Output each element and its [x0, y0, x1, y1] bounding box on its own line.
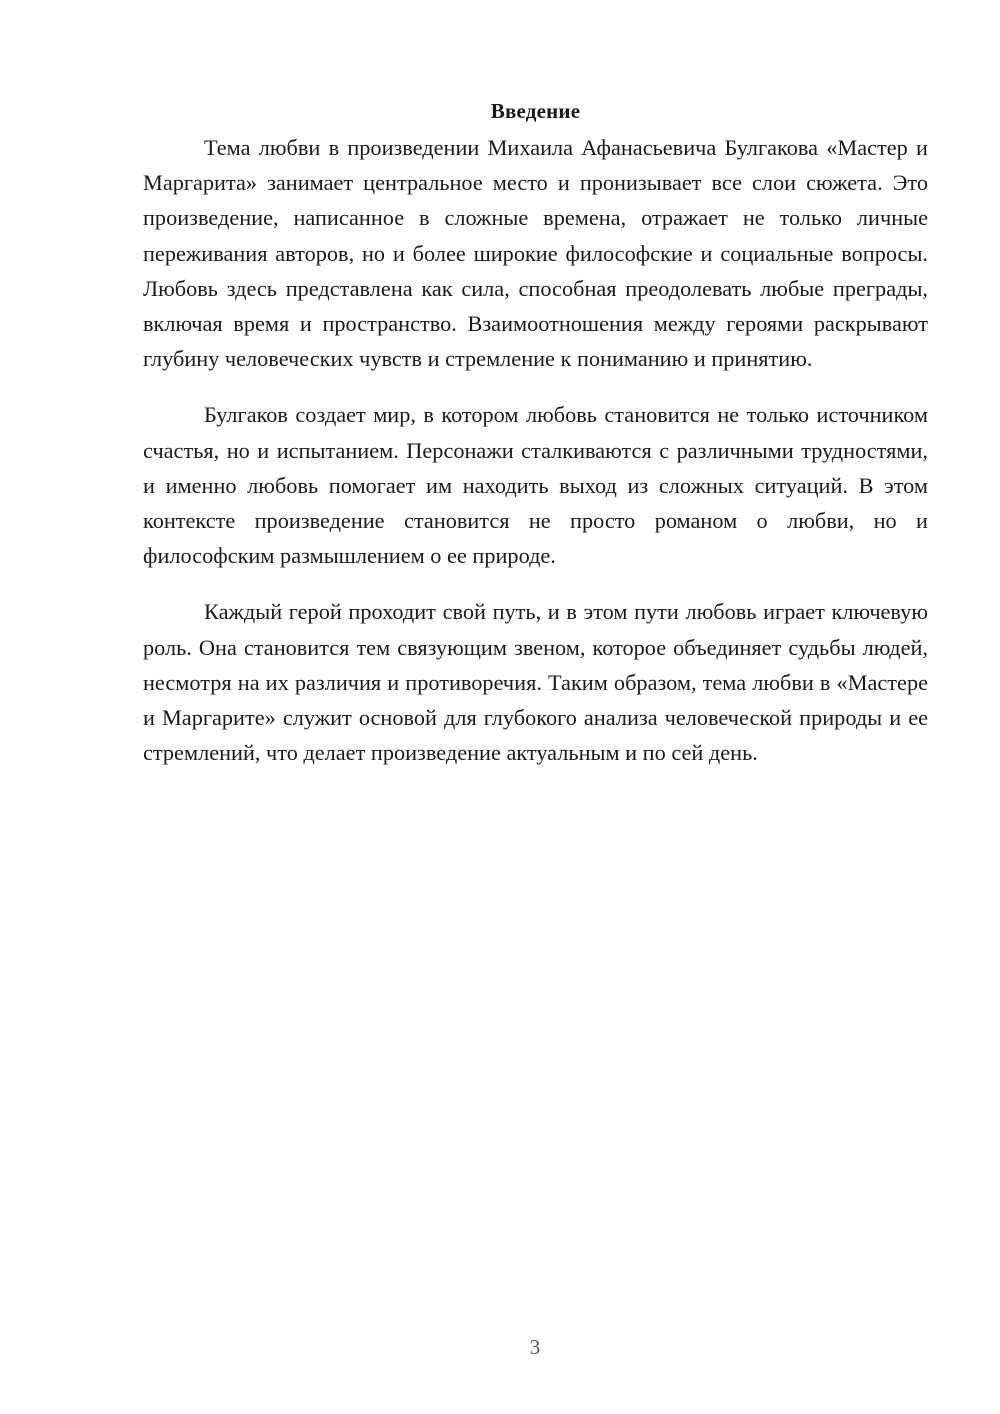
- page-number: 3: [529, 1335, 541, 1359]
- paragraph-1: Тема любви в произведении Михаила Афанасьевича Булгакова «Мастер и Маргарита» занимает центральное место и пронизывает все слои сюжета. Это произведение, написанное в сложные времена, отражает не только личные переживания авторов, но и более широкие философские и социальные вопросы. Любовь здесь представлена как сила, способная преодолевать любые преграды, включая время и пространство. Взаимоотношения между героями раскрывают глубину человеческих чувств и стремление к пониманию и принятию.: [143, 135, 928, 372]
- paragraph-3: Каждый герой проходит свой путь, и в этом пути любовь играет ключевую роль. Она становится тем связующим звеном, которое объединяет судьбы людей, несмотря на их различия и противоречия. Таким образом, тема любви в «Мастере и Маргарите» служит основой для глубокого анализа человеческой природы и ее стремлений, что делает произведение актуальным и по сей день.: [143, 599, 928, 766]
- section-heading: Введение: [490, 99, 581, 123]
- paragraph-2: Булгаков создает мир, в котором любовь становится не только источником счастья, но и испытанием. Персонажи сталкиваются с различными трудностями, и именно любовь помогает им находить выход из сложных ситуаций. В этом контексте произведение становится не просто романом о любви, но и философским размышлением о ее природе.: [143, 402, 928, 569]
- page-content: [143, 96, 928, 791]
